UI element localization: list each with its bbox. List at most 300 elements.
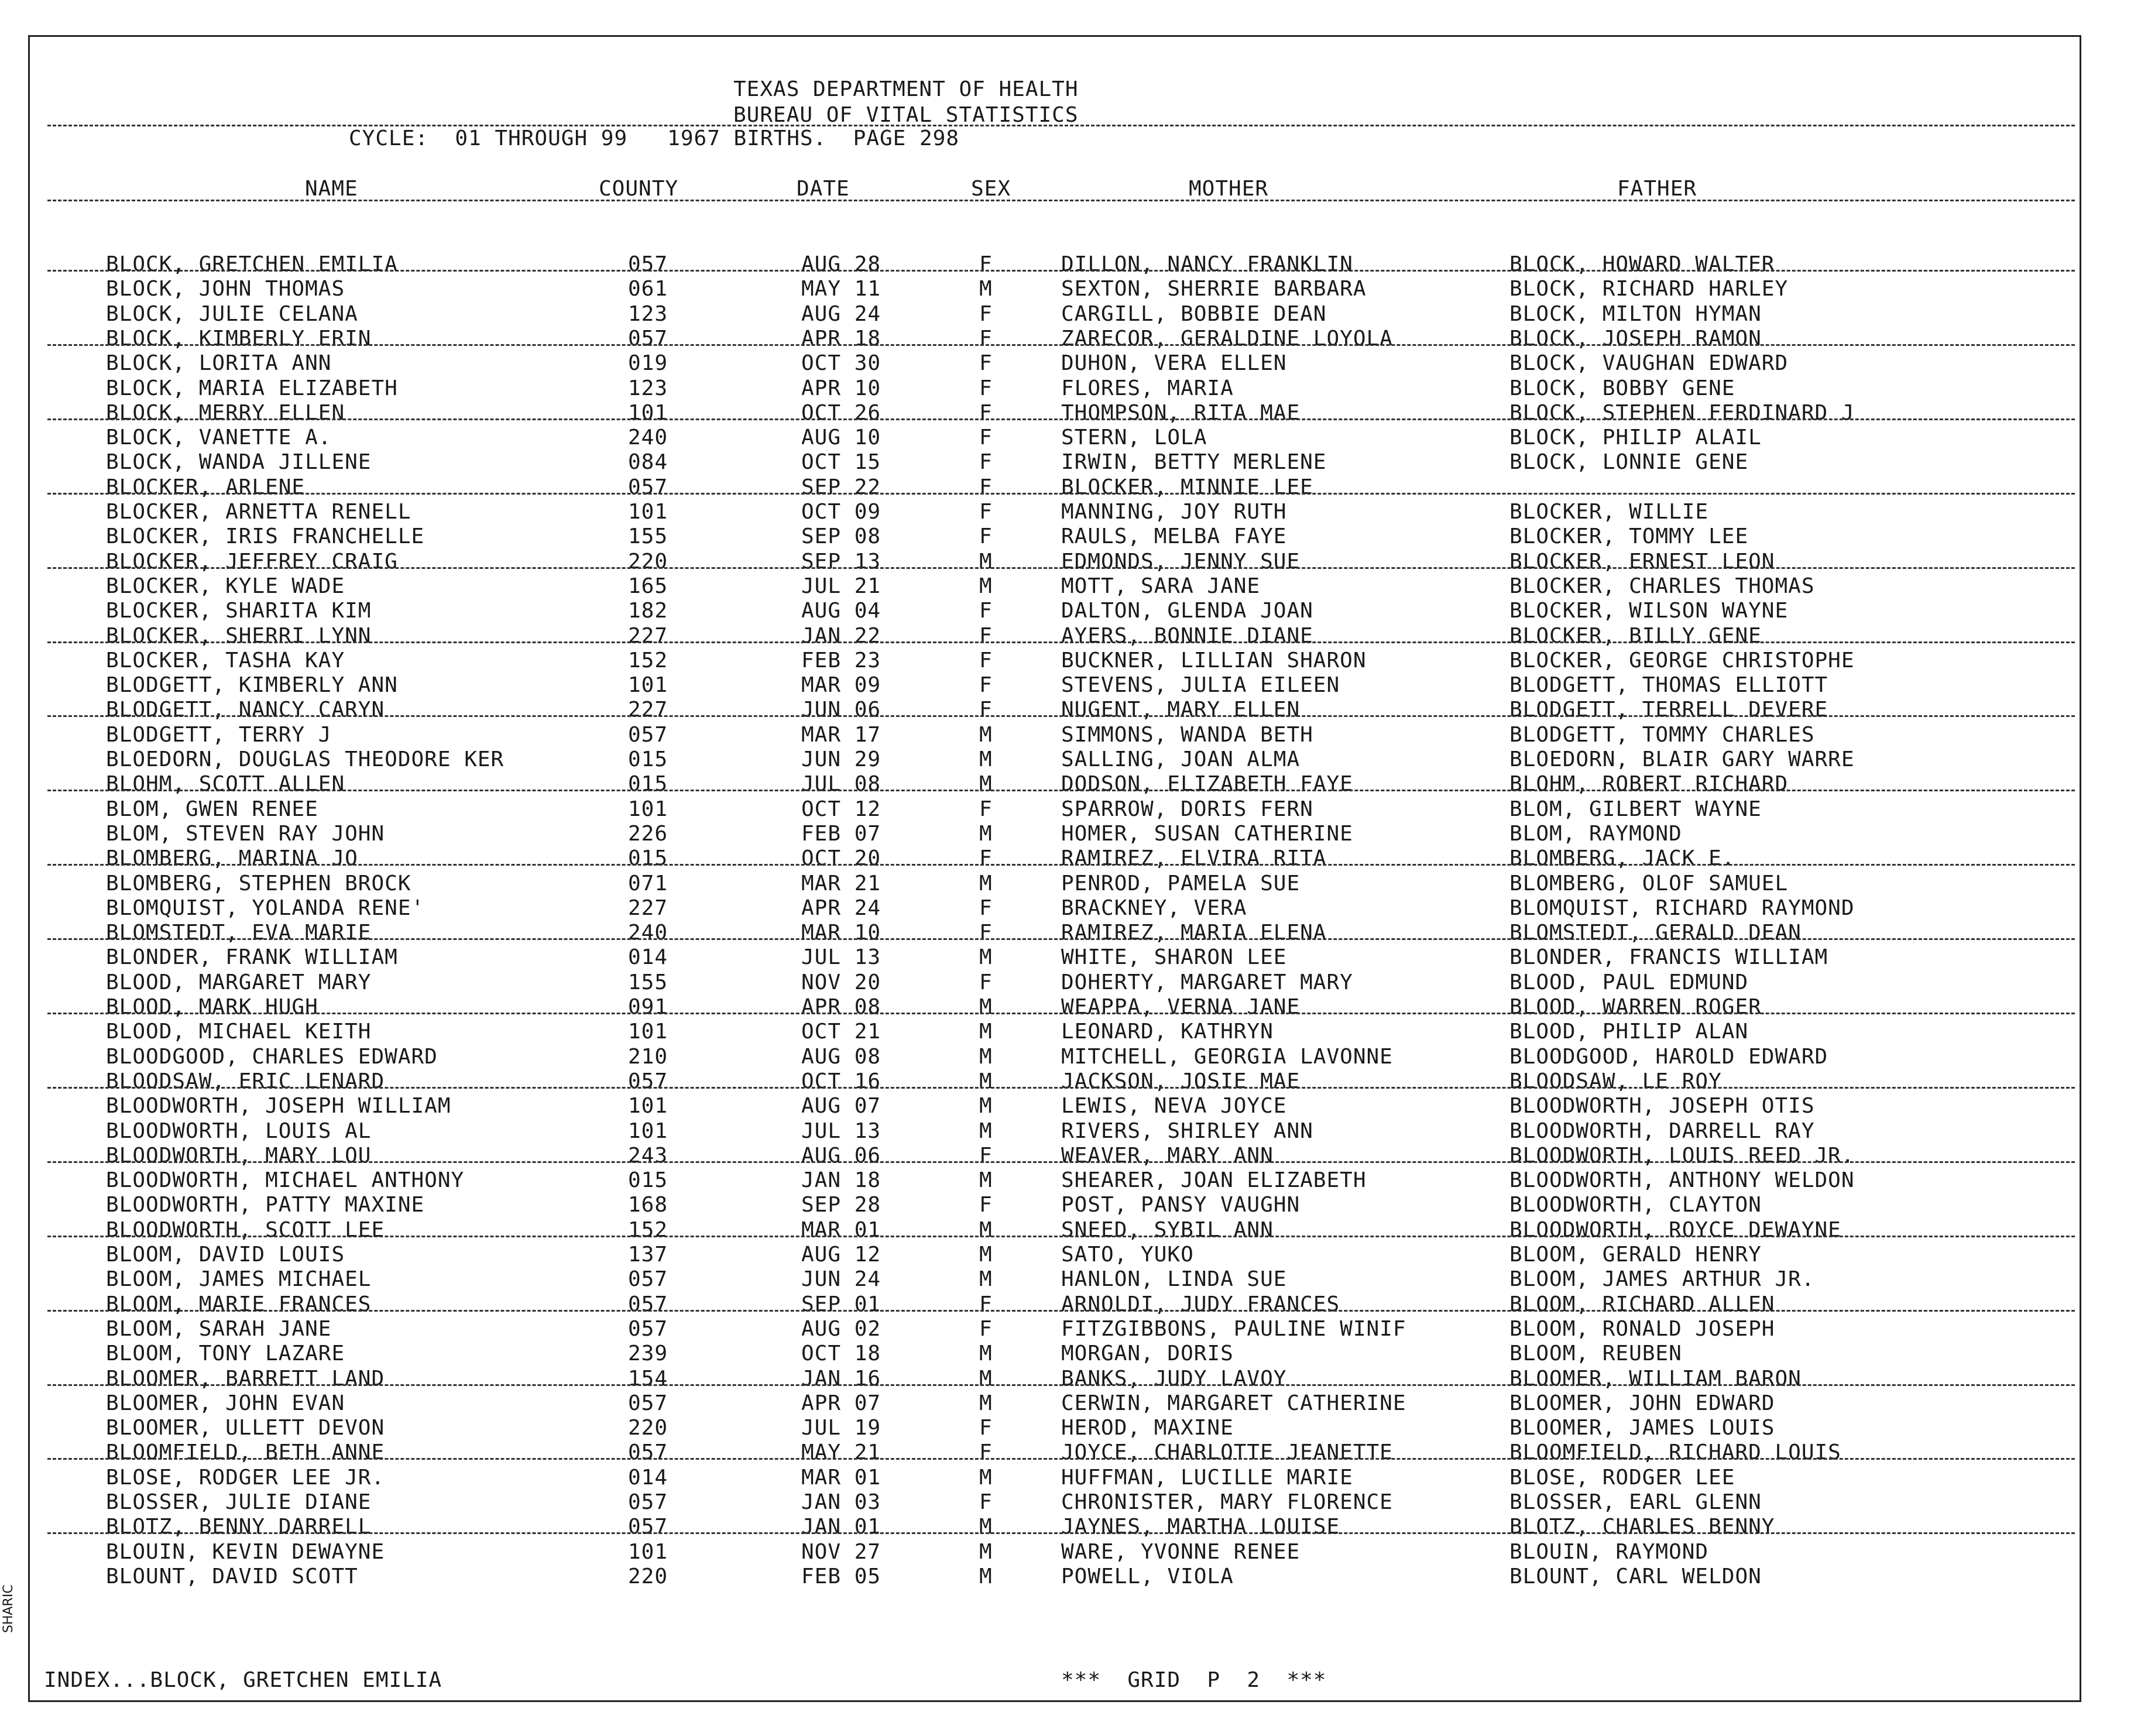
cell-date: MAY 21 [801, 1440, 881, 1465]
cell-mother: DOHERTY, MARGARET MARY [1061, 970, 1353, 994]
cell-sex: F [979, 698, 993, 722]
cell-county: 220 [628, 1564, 668, 1589]
table-row [30, 846, 2080, 871]
cell-sex: M [979, 1465, 993, 1490]
cell-mother: BANKS, JUDY LAVOY [1061, 1366, 1287, 1391]
cell-date: OCT 26 [801, 400, 881, 425]
cell-sex: F [979, 1292, 993, 1316]
cell-mother: FITZGIBBONS, PAULINE WINIF [1061, 1316, 1406, 1341]
row-separator [47, 938, 2075, 940]
table-row [30, 624, 2080, 649]
cell-county: 015 [628, 1168, 668, 1193]
cell-name: BLOCK, LORITA ANN [106, 351, 332, 376]
cell-sex: M [979, 1069, 993, 1093]
cell-name: BLOOD, MICHAEL KEITH [106, 1020, 372, 1044]
cell-name: BLONDER, FRANK WILLIAM [106, 945, 398, 970]
cell-mother: WEAVER, MARY ANN [1061, 1143, 1274, 1168]
cell-date: AUG 24 [801, 301, 881, 326]
cell-name: BLOODWORTH, MICHAEL ANTHONY [106, 1168, 465, 1193]
cell-sex: M [979, 1020, 993, 1044]
cell-mother: LEONARD, KATHRYN [1061, 1020, 1274, 1044]
cell-mother: CERWIN, MARGARET CATHERINE [1061, 1391, 1406, 1415]
row-separator [47, 1532, 2075, 1534]
cell-mother: EDMONDS, JENNY SUE [1061, 549, 1301, 574]
cell-father: BLOCKER, BILLY GENE [1509, 623, 1762, 648]
cell-father: BLOCKER, GEORGE CHRISTOPHE [1509, 648, 1855, 673]
cell-county: 240 [628, 426, 668, 450]
cell-county: 057 [628, 1316, 668, 1341]
row-separator [47, 344, 2075, 346]
cell-sex: M [979, 1366, 993, 1391]
table-row [30, 500, 2080, 524]
cell-father: BLODGETT, TERRELL DEVERE [1509, 698, 1828, 722]
cell-name: BLOCK, WANDA JILLENE [106, 450, 372, 475]
cell-date: MAR 01 [801, 1465, 881, 1490]
cell-sex: F [979, 797, 993, 821]
cell-mother: DILLON, NANCY FRANKLIN [1061, 252, 1353, 276]
cell-county: 101 [628, 1094, 668, 1119]
cell-name: BLOMBERG, MARINA JO [106, 846, 358, 871]
table-row [30, 1267, 2080, 1292]
cell-father: BLOOM, REUBEN [1509, 1342, 1682, 1366]
cell-sex: M [979, 945, 993, 970]
cell-county: 071 [628, 871, 668, 896]
cell-name: BLOODWORTH, MARY LOU [106, 1143, 372, 1168]
cell-date: JUN 24 [801, 1267, 881, 1292]
cell-county: 057 [628, 1391, 668, 1415]
cell-sex: F [979, 1440, 993, 1465]
cell-father: BLOCKER, ERNEST LEON [1509, 549, 1775, 574]
cell-father: BLOODWORTH, ROYCE DEWAYNE [1509, 1217, 1841, 1242]
cell-name: BLOHM, SCOTT ALLEN [106, 772, 345, 797]
table-row [30, 649, 2080, 673]
cell-county: 220 [628, 1416, 668, 1440]
cell-sex: M [979, 1342, 993, 1366]
cell-father: BLOODWORTH, LOUIS REED JR. [1509, 1143, 1855, 1168]
cell-date: OCT 20 [801, 846, 881, 871]
cell-name: BLOMSTEDT, EVA MARIE [106, 921, 372, 945]
cell-mother: SEXTON, SHERRIE BARBARA [1061, 277, 1367, 301]
cell-date: AUG 07 [801, 1094, 881, 1119]
cell-name: BLOEDORN, DOUGLAS THEODORE KER [106, 747, 505, 771]
cell-county: 155 [628, 970, 668, 994]
cell-date: APR 24 [801, 896, 881, 920]
row-separator [47, 493, 2075, 495]
row-separator [47, 1236, 2075, 1237]
table-row [30, 970, 2080, 995]
cell-mother: DALTON, GLENDA JOAN [1061, 599, 1313, 623]
cell-county: 015 [628, 772, 668, 797]
cell-county: 101 [628, 673, 668, 698]
cell-sex: F [979, 599, 993, 623]
cell-date: OCT 30 [801, 351, 881, 376]
cell-name: BLOCKER, IRIS FRANCHELLE [106, 524, 425, 549]
table-row [30, 921, 2080, 945]
cell-mother: NUGENT, MARY ELLEN [1061, 698, 1301, 722]
table-row [30, 1367, 2080, 1391]
cell-sex: F [979, 648, 993, 673]
cell-county: 101 [628, 797, 668, 821]
cell-father: BLOEDORN, BLAIR GARY WARRE [1509, 747, 1855, 771]
cell-county: 227 [628, 698, 668, 722]
cell-name: BLOODWORTH, JOSEPH WILLIAM [106, 1094, 451, 1119]
table-row [30, 1342, 2080, 1366]
table-row [30, 277, 2080, 301]
cell-name: BLODGETT, TERRY J [106, 722, 332, 747]
cell-date: NOV 20 [801, 970, 881, 994]
table-row [30, 1020, 2080, 1044]
cell-father: BLOCK, HOWARD WALTER [1509, 252, 1775, 276]
cell-father: BLOODWORTH, CLAYTON [1509, 1193, 1762, 1217]
rule-header [47, 200, 2075, 201]
cell-date: AUG 06 [801, 1143, 881, 1168]
table-row [30, 450, 2080, 475]
cell-father: BLOOM, RICHARD ALLEN [1509, 1292, 1775, 1316]
cell-name: BLOCK, KIMBERLY ERIN [106, 326, 372, 351]
footer-index: INDEX...BLOCK, GRETCHEN EMILIA [44, 1668, 442, 1692]
cell-sex: F [979, 450, 993, 475]
cell-county: 014 [628, 1465, 668, 1490]
cell-father: BLOCK, PHILIP ALAIL [1509, 426, 1762, 450]
cell-name: BLOCKER, ARLENE [106, 475, 306, 499]
cell-sex: F [979, 896, 993, 920]
cell-mother: SIMMONS, WANDA BETH [1061, 722, 1313, 747]
table-row [30, 599, 2080, 623]
cell-sex: M [979, 1217, 993, 1242]
row-separator [47, 1013, 2075, 1014]
cell-county: 057 [628, 1490, 668, 1514]
table-row [30, 1466, 2080, 1490]
cell-date: MAR 17 [801, 722, 881, 747]
cell-mother: RIVERS, SHIRLEY ANN [1061, 1119, 1313, 1143]
table-row [30, 1218, 2080, 1243]
table-row [30, 574, 2080, 599]
cell-name: BLOCK, GRETCHEN EMILIA [106, 252, 398, 276]
cell-father: BLOCKER, WILSON WAYNE [1509, 599, 1789, 623]
cell-mother: WARE, YVONNE RENEE [1061, 1539, 1301, 1564]
cell-sex: M [979, 821, 993, 846]
row-separator [47, 1087, 2075, 1089]
cell-mother: BLOCKER, MINNIE LEE [1061, 475, 1313, 499]
cell-county: 123 [628, 301, 668, 326]
cell-name: BLOMBERG, STEPHEN BROCK [106, 871, 411, 896]
cell-sex: F [979, 1193, 993, 1217]
cell-father: BLOCK, JOSEPH RAMON [1509, 326, 1762, 351]
table-row [30, 822, 2080, 846]
cell-father: BLONDER, FRANCIS WILLIAM [1509, 945, 1828, 970]
cell-sex: F [979, 524, 993, 549]
cell-county: 019 [628, 351, 668, 376]
table-row [30, 1094, 2080, 1119]
row-separator [47, 270, 2075, 272]
table-row [30, 673, 2080, 698]
cell-father: BLOCK, VAUGHAN EDWARD [1509, 351, 1789, 376]
cell-father: BLOOMER, JOHN EDWARD [1509, 1391, 1775, 1415]
cell-date: OCT 15 [801, 450, 881, 475]
cell-father: BLOODGOOD, HAROLD EDWARD [1509, 1044, 1828, 1069]
cell-county: 061 [628, 277, 668, 301]
cell-sex: M [979, 1564, 993, 1589]
cell-father: BLOOD, PAUL EDMUND [1509, 970, 1749, 994]
cell-sex: M [979, 1267, 993, 1292]
cell-father: BLODGETT, THOMAS ELLIOTT [1509, 673, 1828, 698]
cell-date: FEB 05 [801, 1564, 881, 1589]
table-row [30, 1317, 2080, 1342]
column-header-mother: MOTHER [1189, 177, 1269, 201]
cell-county: 057 [628, 1440, 668, 1465]
cell-mother: HOMER, SUSAN CATHERINE [1061, 821, 1353, 846]
cell-mother: JACKSON, JOSIE MAE [1061, 1069, 1301, 1093]
cell-sex: F [979, 252, 993, 276]
cell-father: BLOCKER, CHARLES THOMAS [1509, 574, 1815, 598]
cell-county: 182 [628, 599, 668, 623]
cell-county: 210 [628, 1044, 668, 1069]
cell-date: JUL 13 [801, 945, 881, 970]
cell-name: BLOCKER, SHARITA KIM [106, 599, 372, 623]
cell-father: BLOM, GILBERT WAYNE [1509, 797, 1762, 821]
cell-date: JAN 01 [801, 1515, 881, 1539]
cell-name: BLOCK, MARIA ELIZABETH [106, 376, 398, 400]
cell-father: BLOOMER, WILLIAM BARON [1509, 1366, 1802, 1391]
cell-mother: DUHON, VERA ELLEN [1061, 351, 1287, 376]
cell-father: BLOMSTEDT, GERALD DEAN [1509, 921, 1802, 945]
cell-date: APR 08 [801, 995, 881, 1019]
cell-name: BLOCKER, TASHA KAY [106, 648, 345, 673]
cell-county: 227 [628, 623, 668, 648]
header-line-2: BUREAU OF VITAL STATISTICS [733, 103, 1079, 127]
cell-date: FEB 07 [801, 821, 881, 846]
cell-name: BLOODSAW, ERIC LENARD [106, 1069, 385, 1093]
cell-sex: M [979, 574, 993, 598]
cell-county: 084 [628, 450, 668, 475]
cell-name: BLOODWORTH, SCOTT LEE [106, 1217, 385, 1242]
cell-sex: M [979, 1094, 993, 1119]
cell-name: BLOCKER, JEFFREY CRAIG [106, 549, 398, 574]
side-label: SHARIC [1, 1584, 16, 1633]
cell-sex: M [979, 549, 993, 574]
cell-sex: F [979, 623, 993, 648]
cell-sex: F [979, 1490, 993, 1514]
cell-date: JUL 21 [801, 574, 881, 598]
cell-sex: M [979, 1243, 993, 1267]
cell-sex: F [979, 1316, 993, 1341]
cell-sex: M [979, 722, 993, 747]
cell-mother: POST, PANSY VAUGHN [1061, 1193, 1301, 1217]
cell-county: 057 [628, 1069, 668, 1093]
cell-county: 057 [628, 722, 668, 747]
cell-date: AUG 12 [801, 1243, 881, 1267]
table-row [30, 1440, 2080, 1465]
cell-date: JUN 29 [801, 747, 881, 771]
cell-date: JUL 19 [801, 1416, 881, 1440]
cell-county: 101 [628, 1119, 668, 1143]
cell-date: AUG 10 [801, 426, 881, 450]
row-separator [47, 864, 2075, 866]
cell-date: JUN 06 [801, 698, 881, 722]
cell-sex: F [979, 351, 993, 376]
row-separator [47, 641, 2075, 643]
cell-father: BLOSE, RODGER LEE [1509, 1465, 1735, 1490]
cell-mother: LEWIS, NEVA JOYCE [1061, 1094, 1287, 1119]
cell-sex: F [979, 376, 993, 400]
column-header-father: FATHER [1617, 177, 1697, 201]
cell-mother: AYERS, BONNIE DIANE [1061, 623, 1313, 648]
cell-name: BLOCKER, SHERRI LYNN [106, 623, 372, 648]
cell-mother: JAYNES, MARTHA LOUISE [1061, 1515, 1340, 1539]
cell-sex: M [979, 772, 993, 797]
cell-county: 057 [628, 475, 668, 499]
cell-date: SEP 01 [801, 1292, 881, 1316]
cell-name: BLOOMER, JOHN EVAN [106, 1391, 345, 1415]
cell-sex: F [979, 326, 993, 351]
cell-date: OCT 21 [801, 1020, 881, 1044]
cell-father: BLOHM, ROBERT RICHARD [1509, 772, 1789, 797]
cell-sex: M [979, 1515, 993, 1539]
cell-father: BLOCKER, TOMMY LEE [1509, 524, 1749, 549]
cell-date: APR 18 [801, 326, 881, 351]
cell-county: 057 [628, 1292, 668, 1316]
table-row [30, 698, 2080, 722]
cell-county: 155 [628, 524, 668, 549]
cell-sex: M [979, 871, 993, 896]
cell-name: BLOOMFIELD, BETH ANNE [106, 1440, 385, 1465]
table-row [30, 872, 2080, 896]
cell-sex: F [979, 970, 993, 994]
cell-name: BLOOMER, BARRETT LAND [106, 1366, 385, 1391]
cell-father: BLOODWORTH, DARRELL RAY [1509, 1119, 1815, 1143]
cell-date: AUG 04 [801, 599, 881, 623]
cell-mother: BRACKNEY, VERA [1061, 896, 1247, 920]
cell-mother: RAMIREZ, MARIA ELENA [1061, 921, 1327, 945]
cell-mother: MANNING, JOY RUTH [1061, 500, 1287, 524]
cell-county: 239 [628, 1342, 668, 1366]
cell-mother: SPARROW, DORIS FERN [1061, 797, 1313, 821]
cell-mother: ARNOLDI, JUDY FRANCES [1061, 1292, 1340, 1316]
cell-mother: SATO, YUKO [1061, 1243, 1194, 1267]
cell-name: BLOCK, VANETTE A. [106, 426, 332, 450]
cell-county: 101 [628, 1020, 668, 1044]
cell-name: BLOOM, TONY LAZARE [106, 1342, 345, 1366]
cell-father: BLOCK, LONNIE GENE [1509, 450, 1749, 475]
column-header-county: COUNTY [599, 177, 679, 201]
cell-county: 057 [628, 326, 668, 351]
cell-county: 101 [628, 1539, 668, 1564]
table-row [30, 252, 2080, 277]
cell-date: AUG 08 [801, 1044, 881, 1069]
cell-county: 152 [628, 1217, 668, 1242]
row-separator [47, 715, 2075, 717]
cell-sex: M [979, 747, 993, 771]
cell-date: APR 10 [801, 376, 881, 400]
cell-county: 168 [628, 1193, 668, 1217]
cell-sex: M [979, 1044, 993, 1069]
table-row [30, 723, 2080, 747]
table-row [30, 747, 2080, 772]
table-row [30, 376, 2080, 401]
cell-name: BLODGETT, KIMBERLY ANN [106, 673, 398, 698]
cell-sex: F [979, 426, 993, 450]
cell-sex: F [979, 921, 993, 945]
cell-county: 243 [628, 1143, 668, 1168]
cell-name: BLOCK, MERRY ELLEN [106, 400, 345, 425]
column-header-sex: SEX [971, 177, 1011, 201]
cell-mother: CARGILL, BOBBIE DEAN [1061, 301, 1327, 326]
table-row [30, 1069, 2080, 1094]
cell-county: 227 [628, 896, 668, 920]
cell-mother: STERN, LOLA [1061, 426, 1207, 450]
cell-father: BLOODSAW, LE ROY [1509, 1069, 1722, 1093]
cell-county: 220 [628, 549, 668, 574]
table-row [30, 1391, 2080, 1416]
cell-date: MAR 01 [801, 1217, 881, 1242]
cell-mother: THOMPSON, RITA MAE [1061, 400, 1301, 425]
cell-sex: F [979, 673, 993, 698]
document-page [28, 35, 2081, 1702]
cell-sex: F [979, 1143, 993, 1168]
cell-father: BLOOM, JAMES ARTHUR JR. [1509, 1267, 1815, 1292]
cell-sex: F [979, 1416, 993, 1440]
table-row [30, 1045, 2080, 1069]
cell-name: BLOMQUIST, YOLANDA RENE' [106, 896, 425, 920]
cell-date: SEP 28 [801, 1193, 881, 1217]
cell-date: AUG 02 [801, 1316, 881, 1341]
row-separator [47, 567, 2075, 569]
table-row [30, 1515, 2080, 1539]
cell-name: BLOOM, MARIE FRANCES [106, 1292, 372, 1316]
cell-county: 091 [628, 995, 668, 1019]
cell-mother: FLORES, MARIA [1061, 376, 1234, 400]
cell-mother: STEVENS, JULIA EILEEN [1061, 673, 1340, 698]
table-row [30, 945, 2080, 970]
cell-father: BLOCK, RICHARD HARLEY [1509, 277, 1789, 301]
row-separator [47, 1458, 2075, 1460]
cell-name: BLOOD, MARK HUGH [106, 995, 318, 1019]
cell-father: BLOODWORTH, ANTHONY WELDON [1509, 1168, 1855, 1193]
cell-sex: F [979, 475, 993, 499]
table-row [30, 1144, 2080, 1168]
table-row [30, 475, 2080, 500]
cell-county: 165 [628, 574, 668, 598]
cell-date: OCT 18 [801, 1342, 881, 1366]
cell-county: 101 [628, 400, 668, 425]
cell-county: 057 [628, 252, 668, 276]
cell-mother: RAULS, MELBA FAYE [1061, 524, 1287, 549]
cell-date: OCT 16 [801, 1069, 881, 1093]
cell-date: JAN 22 [801, 623, 881, 648]
cell-mother: HUFFMAN, LUCILLE MARIE [1061, 1465, 1353, 1490]
table-row [30, 797, 2080, 822]
cell-county: 123 [628, 376, 668, 400]
cell-mother: HANLON, LINDA SUE [1061, 1267, 1287, 1292]
row-separator [47, 1161, 2075, 1163]
cell-father: BLOCK, MILTON HYMAN [1509, 301, 1762, 326]
cell-date: OCT 12 [801, 797, 881, 821]
cell-county: 226 [628, 821, 668, 846]
cell-mother: MOTT, SARA JANE [1061, 574, 1261, 598]
cell-father: BLOUNT, CARL WELDON [1509, 1564, 1762, 1589]
cell-name: BLOOM, SARAH JANE [106, 1316, 332, 1341]
cell-name: BLOTZ, BENNY DARRELL [106, 1515, 372, 1539]
cell-name: BLOSSER, JULIE DIANE [106, 1490, 372, 1514]
cell-mother: JOYCE, CHARLOTTE JEANETTE [1061, 1440, 1393, 1465]
cell-date: MAR 21 [801, 871, 881, 896]
cell-sex: M [979, 1168, 993, 1193]
header-line-1: TEXAS DEPARTMENT OF HEALTH [733, 77, 1079, 101]
cell-father: BLOODWORTH, JOSEPH OTIS [1509, 1094, 1815, 1119]
cell-county: 015 [628, 747, 668, 771]
cell-mother: WHITE, SHARON LEE [1061, 945, 1287, 970]
cell-date: MAR 10 [801, 921, 881, 945]
